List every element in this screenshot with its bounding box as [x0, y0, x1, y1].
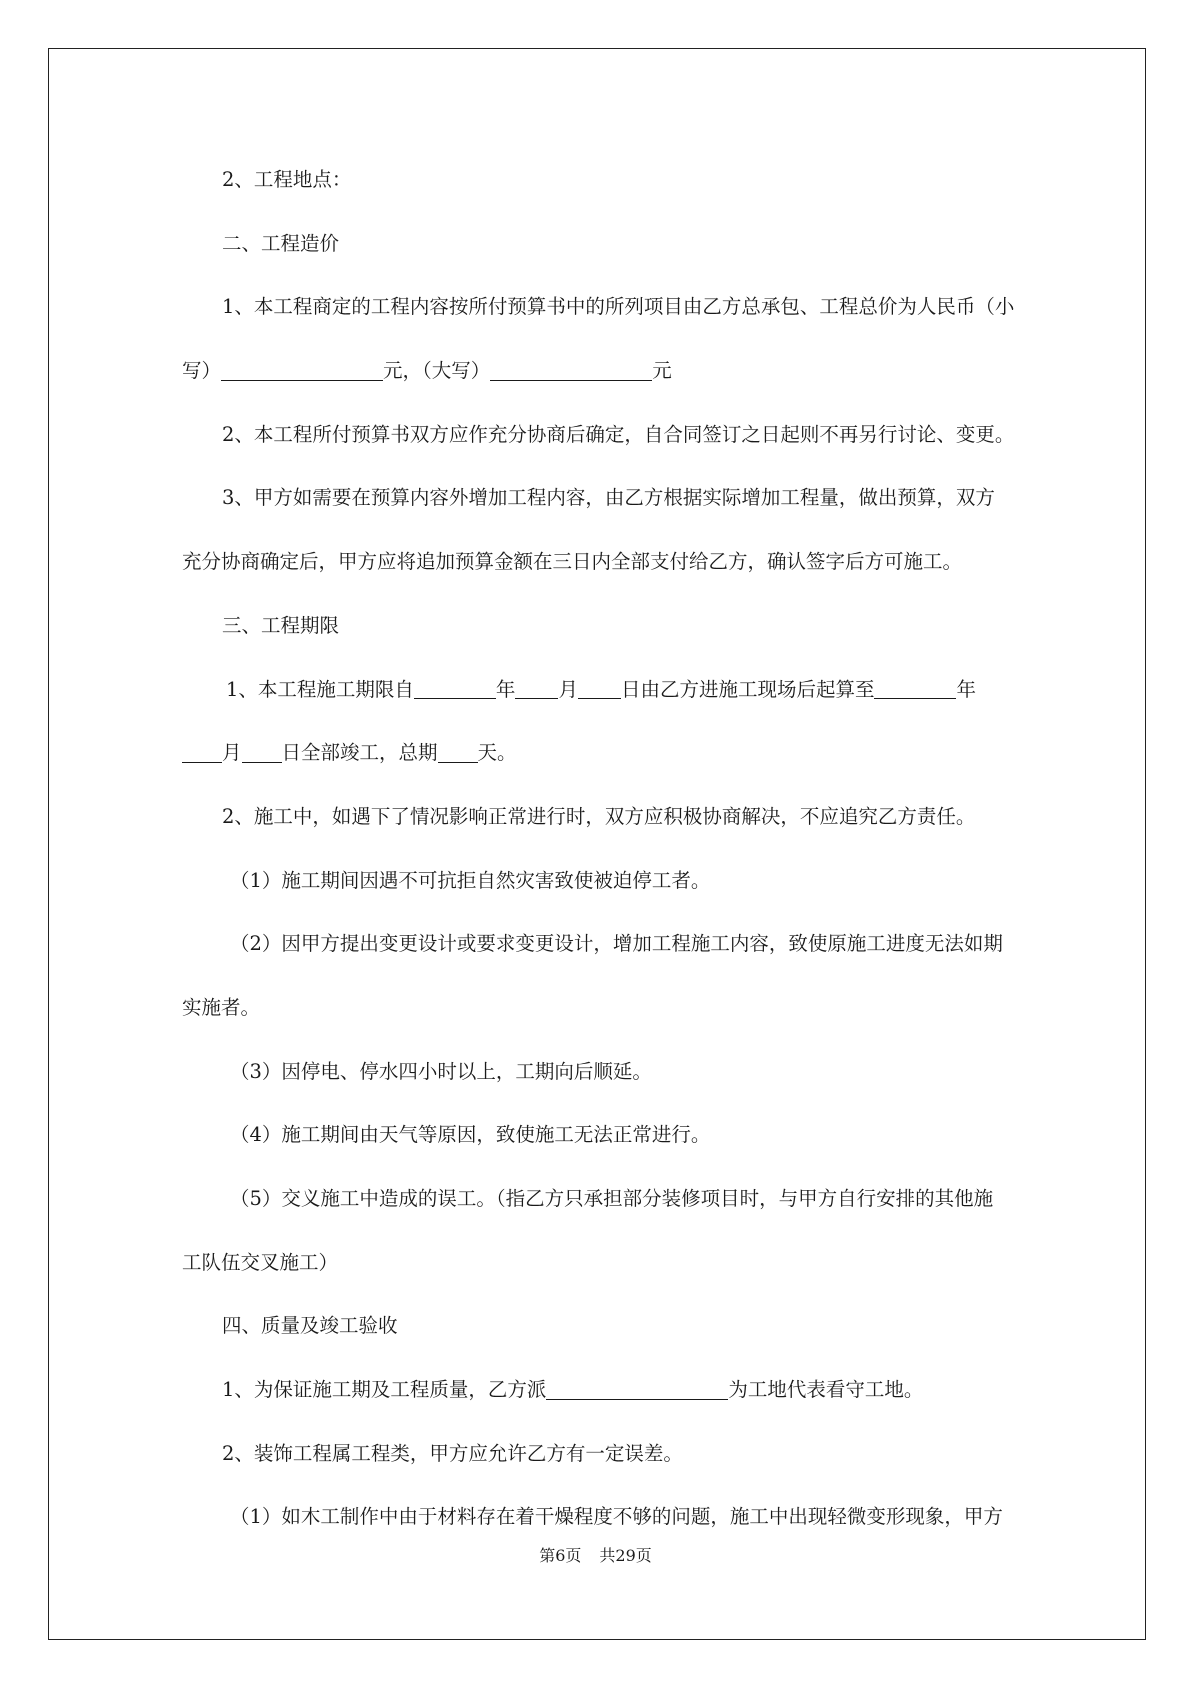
- paragraph-continuation: 充分协商确定后，甲方应将追加预算金额在三日内全部支付给乙方，确认签字后方可施工。: [182, 550, 963, 574]
- paragraph-continuation: 月 日全部竣工，总期 天。: [182, 721, 1014, 785]
- fill-blank: [242, 739, 282, 762]
- fill-blank: [515, 676, 558, 699]
- document-body: [182, 148, 1014, 1549]
- page-number: 第6页: [539, 1546, 582, 1565]
- paragraph: 1、本工程施工期限自 年 月 日由乙方进施工现场后起算至 年: [226, 677, 976, 701]
- paragraph-continuation: 写） 元，（大写） 元: [182, 359, 672, 383]
- fill-blank: [438, 739, 478, 762]
- fill-blank: [546, 1376, 728, 1399]
- page-total: 共29页: [599, 1546, 652, 1565]
- fill-blank: [578, 676, 621, 699]
- paragraph: 1、为保证施工期及工程质量，乙方派 为工地代表看守工地。: [222, 1378, 924, 1402]
- paragraph-continuation: 实施者。: [182, 995, 261, 1019]
- fill-blank: [182, 739, 222, 762]
- paragraph: 3、甲方如需要在预算内容外增加工程内容，由乙方根据实际增加工程量，做出预算，双方: [222, 486, 995, 510]
- paragraph: 2、工程地点：: [222, 168, 352, 191]
- list-item: （1）施工期间因遇不可抗拒自然灾害致使被迫停工者。: [230, 868, 711, 892]
- paragraph: 2、本工程所付预算书双方应作充分协商后确定，自合同签订之日起则不再另行讨论、变更。: [222, 422, 1014, 446]
- section-heading: 三、工程期限: [222, 613, 340, 637]
- section-heading: 四、质量及竣工验收: [222, 1314, 398, 1338]
- list-item: （1）如木工制作中由于材料存在着干燥程度不够的问题，施工中出现轻微变形现象，甲方: [230, 1505, 1003, 1529]
- paragraph: 2、装饰工程属工程类，甲方应允许乙方有一定误差。: [222, 1441, 683, 1465]
- fill-blank: [874, 676, 956, 699]
- paragraph: 2、施工中，如遇下了情况影响正常进行时，双方应积极协商解决，不应追究乙方责任。: [222, 804, 976, 828]
- section-heading: 二、工程造价: [222, 231, 340, 255]
- list-item: （3）因停电、停水四小时以上，工期向后顺延。: [230, 1059, 652, 1083]
- list-item: （4）施工期间由天气等原因，致使施工无法正常进行。: [230, 1123, 711, 1147]
- fill-blank: [221, 357, 383, 380]
- list-item: （5）交义施工中造成的误工。（指乙方只承担部分装修项目时，与甲方自行安排的其他施: [230, 1187, 994, 1210]
- paragraph: 1、本工程商定的工程内容按所付预算书中的所列项目由乙方总承包、工程总价为人民币（小: [222, 295, 1014, 319]
- page-footer: [0, 1543, 1191, 1566]
- list-item: （2）因甲方提出变更设计或要求变更设计，增加工程施工内容，致使原施工进度无法如期: [230, 932, 1003, 956]
- fill-blank: [490, 357, 652, 380]
- paragraph-continuation: 工队伍交叉施工）: [182, 1250, 339, 1274]
- fill-blank: [414, 676, 496, 699]
